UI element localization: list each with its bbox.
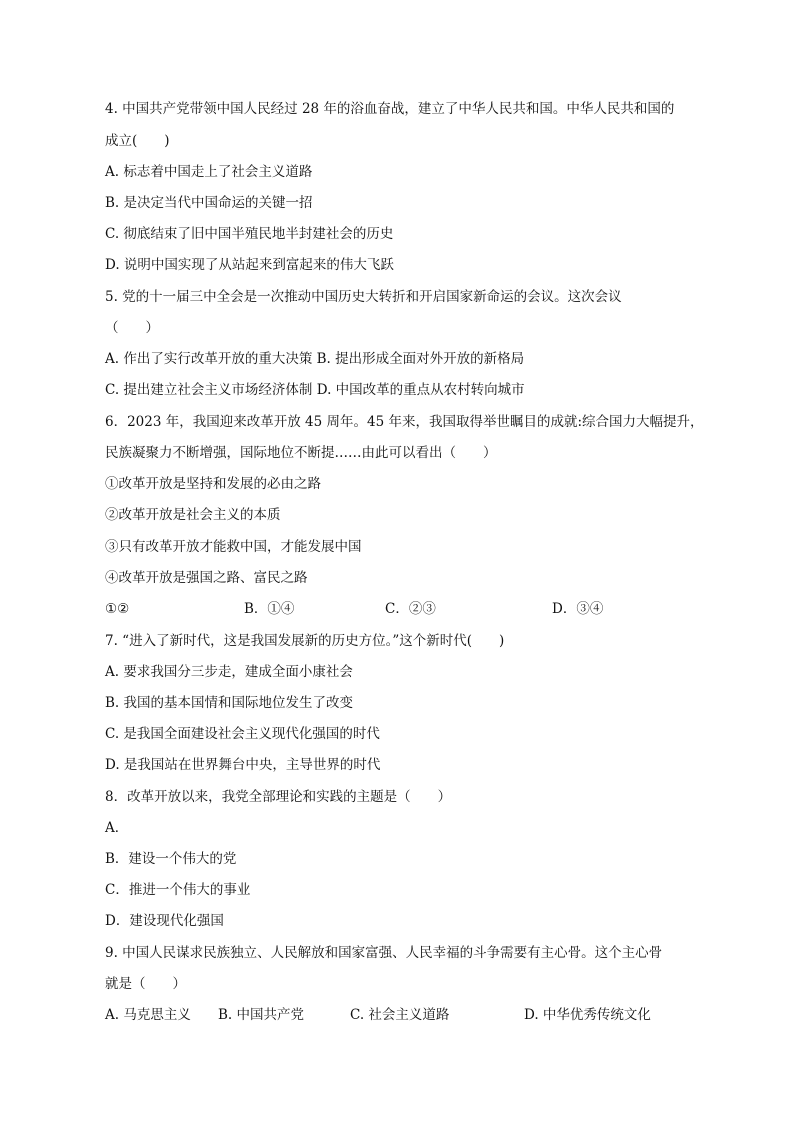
q4-option-d: D. 说明中国实现了从站起来到富起来的伟大飞跃 bbox=[105, 257, 394, 273]
q5-options-cd: C. 提出建立社会主义市场经济体制 D. 中国改革的重点从农村转向城市 bbox=[105, 382, 525, 398]
q9-stem-line1: 9. 中国人民谋求民族独立、人民解放和国家富强、人民幸福的斗争需要有主心骨。这个主心骨 bbox=[105, 945, 663, 961]
q4-option-b: B. 是决定当代中国命运的关键一招 bbox=[105, 195, 313, 211]
q5-options-ab: A. 作出了实行改革开放的重大决策 B. 提出形成全面对外开放的新格局 bbox=[105, 351, 525, 367]
q6-statement-2: ②改革开放是社会主义的本质 bbox=[105, 507, 281, 523]
q9-option-c: C. 社会主义道路 bbox=[350, 1007, 450, 1023]
q6-statement-1: ①改革开放是坚持和发展的必由之路 bbox=[105, 476, 321, 492]
q6-option-a: ①② bbox=[105, 601, 130, 617]
q8-option-b: B．建设一个伟大的党 bbox=[105, 851, 237, 867]
q6-stem-line1: 6．2023 年，我国迎来改革开放 45 周年。45 年来，我国取得举世瞩目的成就:综合国力大幅提升， bbox=[105, 414, 704, 430]
q7-option-b: B. 我国的基本国情和国际地位发生了改变 bbox=[105, 695, 354, 711]
q4-option-a: A. 标志着中国走上了社会主义道路 bbox=[105, 164, 313, 180]
q6-statement-3: ③只有改革开放才能救中国，才能发展中国 bbox=[105, 539, 362, 555]
q9-stem-line2: 就是（ ） bbox=[105, 976, 186, 992]
q8-stem: 8．改革开放以来，我党全部理论和实践的主题是（ ） bbox=[105, 789, 452, 805]
q5-stem-line2: （ ） bbox=[105, 320, 159, 336]
q4-stem-line2: 成立( ) bbox=[105, 133, 170, 149]
q6-statement-4: ④改革开放是强国之路、富民之路 bbox=[105, 570, 308, 586]
q9-option-a: A. 马克思主义 bbox=[105, 1007, 191, 1023]
q6-option-d: D．③④ bbox=[552, 601, 604, 617]
q7-option-a: A. 要求我国分三步走，建成全面小康社会 bbox=[105, 664, 353, 680]
q6-stem-line2: 民族凝聚力不断增强，国际地位不断提……由此可以看出（ ） bbox=[105, 445, 497, 461]
q4-option-c: C. 彻底结束了旧中国半殖民地半封建社会的历史 bbox=[105, 226, 394, 242]
q9-option-b: B. 中国共产党 bbox=[218, 1007, 305, 1023]
q6-option-c: C．②③ bbox=[385, 601, 436, 617]
q6-option-b: B．①④ bbox=[244, 601, 295, 617]
q8-option-a: A． bbox=[105, 820, 129, 836]
q9-option-d: D. 中华优秀传统文化 bbox=[524, 1007, 651, 1023]
q4-stem-line1: 4. 中国共产党带领中国人民经过 28 年的浴血奋战，建立了中华人民共和国。中华人民共和国的 bbox=[105, 101, 675, 117]
q8-option-d: D．建设现代化强国 bbox=[105, 913, 224, 929]
q7-option-c: C. 是我国全面建设社会主义现代化强国的时代 bbox=[105, 726, 380, 742]
q5-stem-line1: 5. 党的十一届三中全会是一次推动中国历史大转折和开启国家新命运的会议。这次会议 bbox=[105, 289, 622, 305]
q7-stem: 7. “进入了新时代，这是我国发展新的历史方位。”这个新时代( ) bbox=[105, 633, 505, 649]
q7-option-d: D. 是我国站在世界舞台中央，主导世界的时代 bbox=[105, 757, 381, 773]
q8-option-c: C．推进一个伟大的事业 bbox=[105, 882, 251, 898]
